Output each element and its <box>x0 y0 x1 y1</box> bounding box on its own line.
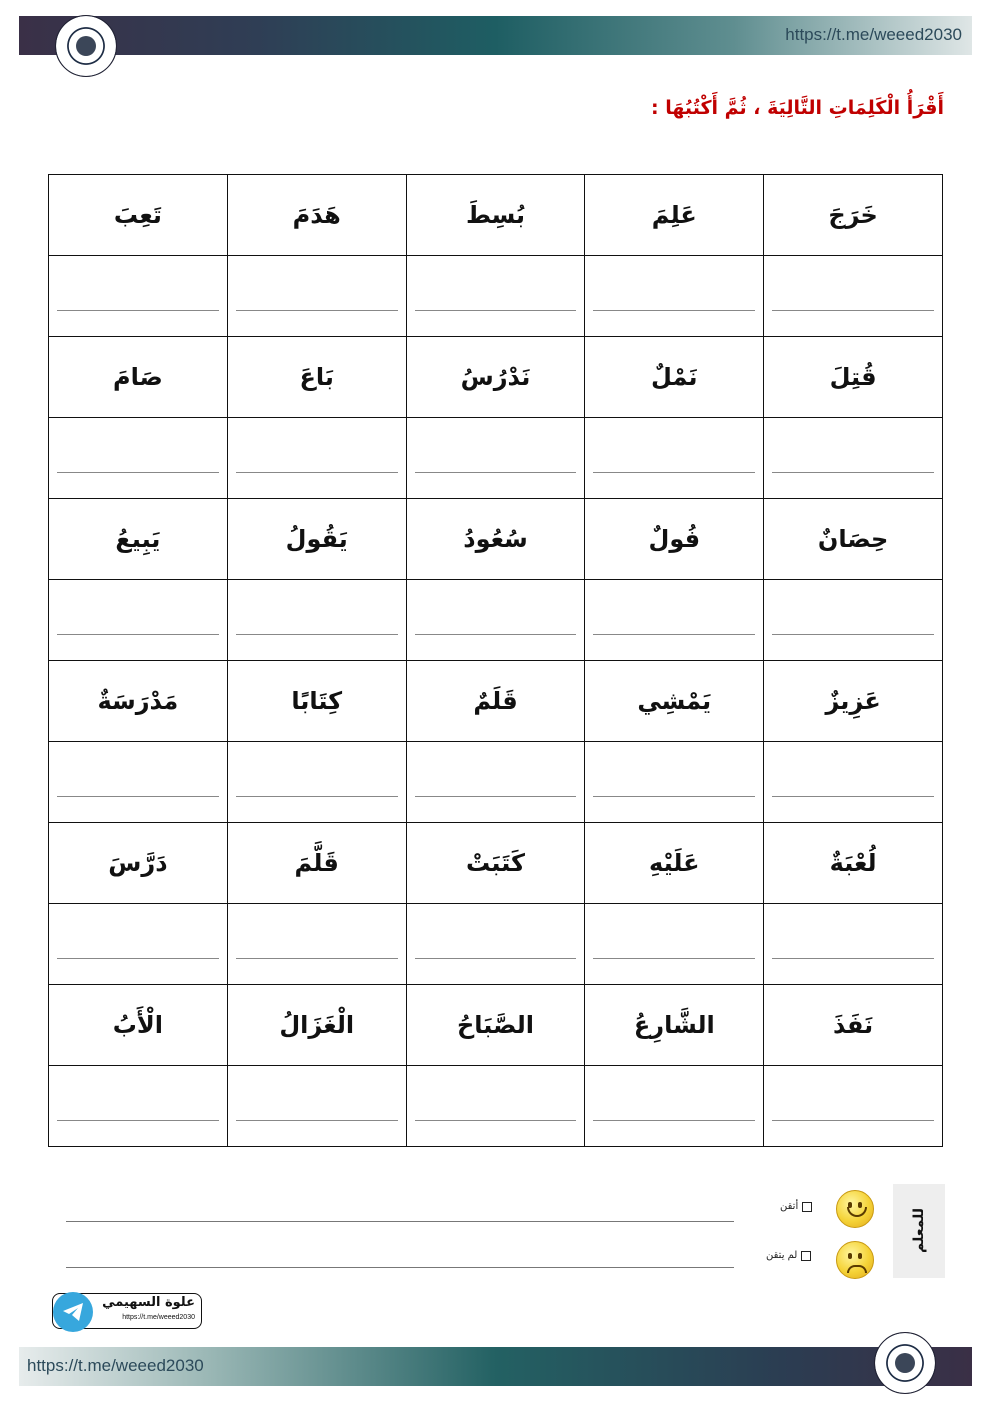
word-cell: لُعْبَةٌ <box>764 823 943 904</box>
badge-link: https://t.me/weeed2030 <box>122 1314 195 1321</box>
mastered-checkbox[interactable] <box>802 1202 812 1212</box>
not-mastered-label: لم يتقن <box>766 1250 798 1261</box>
writing-row <box>49 1066 943 1147</box>
word-cell: كِتَابًا <box>227 661 406 742</box>
words-table <box>48 174 943 1147</box>
writing-line <box>236 309 398 311</box>
word-cell: يَبِيعُ <box>49 499 228 580</box>
writing-cell[interactable] <box>585 418 764 499</box>
word-cell: كَتَبَتْ <box>406 823 585 904</box>
writing-line <box>57 1119 219 1121</box>
word-cell: بُسِطَ <box>406 175 585 256</box>
footer-link[interactable]: https://t.me/weeed2030 <box>27 1356 204 1375</box>
writing-line <box>57 633 219 635</box>
writing-line <box>236 795 398 797</box>
word-cell: صَامَ <box>49 337 228 418</box>
writing-line <box>772 1119 934 1121</box>
writing-cell[interactable] <box>406 580 585 661</box>
writing-line <box>772 309 934 311</box>
writing-line <box>593 309 755 311</box>
writing-line <box>415 471 577 473</box>
writing-line <box>593 957 755 959</box>
writing-line <box>236 957 398 959</box>
header-band <box>19 16 972 55</box>
writing-cell[interactable] <box>49 580 228 661</box>
writing-line <box>772 957 934 959</box>
word-cell: قَلَمٌ <box>406 661 585 742</box>
word-cell: دَرَّسَ <box>49 823 228 904</box>
writing-cell[interactable] <box>406 1066 585 1147</box>
writing-line <box>236 1119 398 1121</box>
word-row <box>49 337 943 418</box>
writing-cell[interactable] <box>764 256 943 337</box>
word-cell: الصَّبَاحُ <box>406 985 585 1066</box>
word-cell: الشَّارِعُ <box>585 985 764 1066</box>
not-mastered-option[interactable] <box>766 1250 811 1261</box>
word-row <box>49 661 943 742</box>
writing-cell[interactable] <box>227 418 406 499</box>
writing-line <box>57 471 219 473</box>
writing-cell[interactable] <box>585 1066 764 1147</box>
writing-line <box>415 1119 577 1121</box>
word-cell: عَلِمَ <box>585 175 764 256</box>
smiley-happy-icon <box>836 1190 874 1228</box>
writing-cell[interactable] <box>227 742 406 823</box>
mastered-label: أتقن <box>780 1201 799 1212</box>
instruction-title: أَقْرَأُ الْكَلِمَاتِ التَّالِيَةَ ، ثُمَّ أَكْتُبُهَا : <box>651 97 944 119</box>
writing-row <box>49 418 943 499</box>
word-cell: خَرَجَ <box>764 175 943 256</box>
telegram-icon <box>53 1292 93 1332</box>
word-cell: عَزِيزٌ <box>764 661 943 742</box>
writing-line <box>57 309 219 311</box>
writing-row <box>49 904 943 985</box>
writing-cell[interactable] <box>585 904 764 985</box>
writing-cell[interactable] <box>406 742 585 823</box>
word-cell: يَقُولُ <box>227 499 406 580</box>
badge-name: علوة السهيمي <box>102 1295 195 1310</box>
teacher-label: للمعلم <box>911 1208 927 1254</box>
writing-line <box>57 795 219 797</box>
writing-line <box>415 309 577 311</box>
word-cell: نَفَذَ <box>764 985 943 1066</box>
writing-line <box>593 1119 755 1121</box>
writing-cell[interactable] <box>227 580 406 661</box>
writing-line <box>593 795 755 797</box>
writing-cell[interactable] <box>406 418 585 499</box>
teacher-box <box>893 1184 945 1278</box>
writing-cell[interactable] <box>49 742 228 823</box>
sad-face-icon <box>836 1241 874 1279</box>
writing-cell[interactable] <box>764 1066 943 1147</box>
writing-line <box>772 471 934 473</box>
word-cell: سُعُودُ <box>406 499 585 580</box>
writing-row <box>49 742 943 823</box>
writing-line <box>772 633 934 635</box>
word-cell: فُولٌ <box>585 499 764 580</box>
word-cell: بَاعَ <box>227 337 406 418</box>
writing-line <box>593 633 755 635</box>
writing-cell[interactable] <box>49 256 228 337</box>
writing-row <box>49 580 943 661</box>
writing-row <box>49 256 943 337</box>
writing-cell[interactable] <box>764 580 943 661</box>
writing-cell[interactable] <box>49 1066 228 1147</box>
writing-line <box>236 633 398 635</box>
word-cell: عَلَيْهِ <box>585 823 764 904</box>
writing-cell[interactable] <box>406 904 585 985</box>
word-row <box>49 823 943 904</box>
header-link[interactable]: https://t.me/weeed2030 <box>785 25 962 44</box>
writing-cell[interactable] <box>227 904 406 985</box>
writing-line <box>57 957 219 959</box>
word-cell: قَلَّمَ <box>227 823 406 904</box>
writing-cell[interactable] <box>585 580 764 661</box>
word-cell: يَمْشِي <box>585 661 764 742</box>
footer-band <box>19 1347 972 1386</box>
word-cell: نَمْلٌ <box>585 337 764 418</box>
writing-cell[interactable] <box>764 418 943 499</box>
word-cell: مَدْرَسَةٌ <box>49 661 228 742</box>
word-row <box>49 985 943 1066</box>
word-cell: الْأَبُ <box>49 985 228 1066</box>
word-cell: نَدْرُسُ <box>406 337 585 418</box>
writing-line <box>415 957 577 959</box>
teacher-note-line-1[interactable] <box>66 1220 734 1222</box>
writing-cell[interactable] <box>227 1066 406 1147</box>
writing-cell[interactable] <box>764 904 943 985</box>
word-cell: هَدَمَ <box>227 175 406 256</box>
not-mastered-checkbox[interactable] <box>801 1251 811 1261</box>
school-seal-logo <box>55 15 117 77</box>
word-row <box>49 175 943 256</box>
school-seal-logo-footer <box>874 1332 936 1394</box>
writing-line <box>772 795 934 797</box>
word-cell: تَعِبَ <box>49 175 228 256</box>
writing-cell[interactable] <box>227 256 406 337</box>
writing-cell[interactable] <box>764 742 943 823</box>
telegram-badge[interactable] <box>52 1293 202 1329</box>
word-cell: قُتِلَ <box>764 337 943 418</box>
word-cell: الْغَزَالُ <box>227 985 406 1066</box>
writing-line <box>593 471 755 473</box>
writing-cell[interactable] <box>49 418 228 499</box>
writing-line <box>415 633 577 635</box>
writing-cell[interactable] <box>49 904 228 985</box>
word-row <box>49 499 943 580</box>
mastered-option[interactable] <box>780 1201 812 1212</box>
teacher-note-line-2[interactable] <box>66 1266 734 1268</box>
writing-cell[interactable] <box>585 256 764 337</box>
word-cell: حِصَانٌ <box>764 499 943 580</box>
writing-cell[interactable] <box>406 256 585 337</box>
writing-line <box>236 471 398 473</box>
writing-cell[interactable] <box>585 742 764 823</box>
writing-line <box>415 795 577 797</box>
